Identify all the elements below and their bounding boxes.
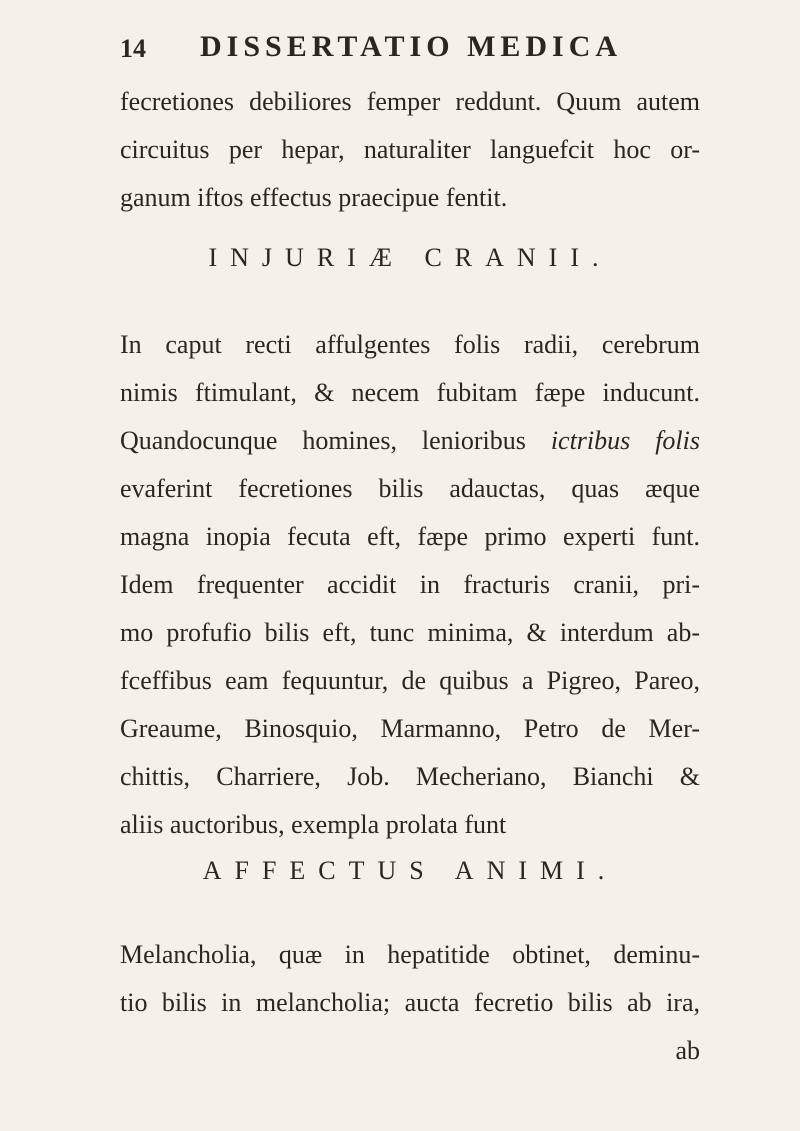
page-number: 14 [120, 34, 146, 63]
catchword: ab [675, 1036, 700, 1065]
text-line: tio bilis in melancholia; aucta fecretio bilis ab ira, [120, 988, 700, 1017]
text-line: fecretiones debiliores femper reddunt. Quum autem [120, 87, 700, 116]
section-heading-affectus-animi: AFFECTUS ANIMI. [202, 856, 618, 885]
text-line: fceffibus eam fequuntur, de quibus a Pigreo, Pareo, [120, 666, 700, 695]
text-line: mo profufio bilis eft, tunc minima, & interdum ab- [120, 618, 700, 647]
text-italic: ictribus folis [550, 426, 700, 455]
text-line: chittis, Charriere, Job. Mecheriano, Bianchi & [120, 762, 700, 791]
running-head [120, 30, 680, 70]
paragraph-3 [120, 931, 700, 1075]
text-line: In caput recti affulgentes folis radii, cerebrum [120, 330, 700, 359]
text-line: Greaume, Binosquio, Marmanno, Petro de Mer- [120, 714, 700, 743]
text-line: evaferint fecretiones bilis adauctas, quas æque [120, 474, 700, 503]
text-line: aliis auctoribus, exempla prolata funt [120, 810, 507, 839]
text-line: ganum iftos effectus praecipue fentit. [120, 183, 508, 212]
running-title: DISSERTATIO MEDICA [200, 30, 623, 63]
text-line: nimis ftimulant, & necem fubitam fæpe inducunt. [120, 378, 700, 407]
text-line-with-italic [120, 417, 700, 465]
paragraph-1 [120, 78, 700, 222]
text-roman: Quandocunque homines, lenioribus [120, 426, 551, 455]
paragraph-2 [120, 321, 700, 849]
text-line: circuitus per hepar, naturaliter languefcit hoc or- [120, 135, 700, 164]
text-line: magna inopia fecuta eft, fæpe primo experti funt. [120, 522, 700, 551]
text-line: Melancholia, quæ in hepatitide obtinet, deminu- [120, 940, 700, 969]
text-line: Idem frequenter accidit in fracturis cranii, pri- [120, 570, 700, 599]
section-heading-injuriae-cranii: INJURIÆ CRANII. [208, 243, 612, 272]
